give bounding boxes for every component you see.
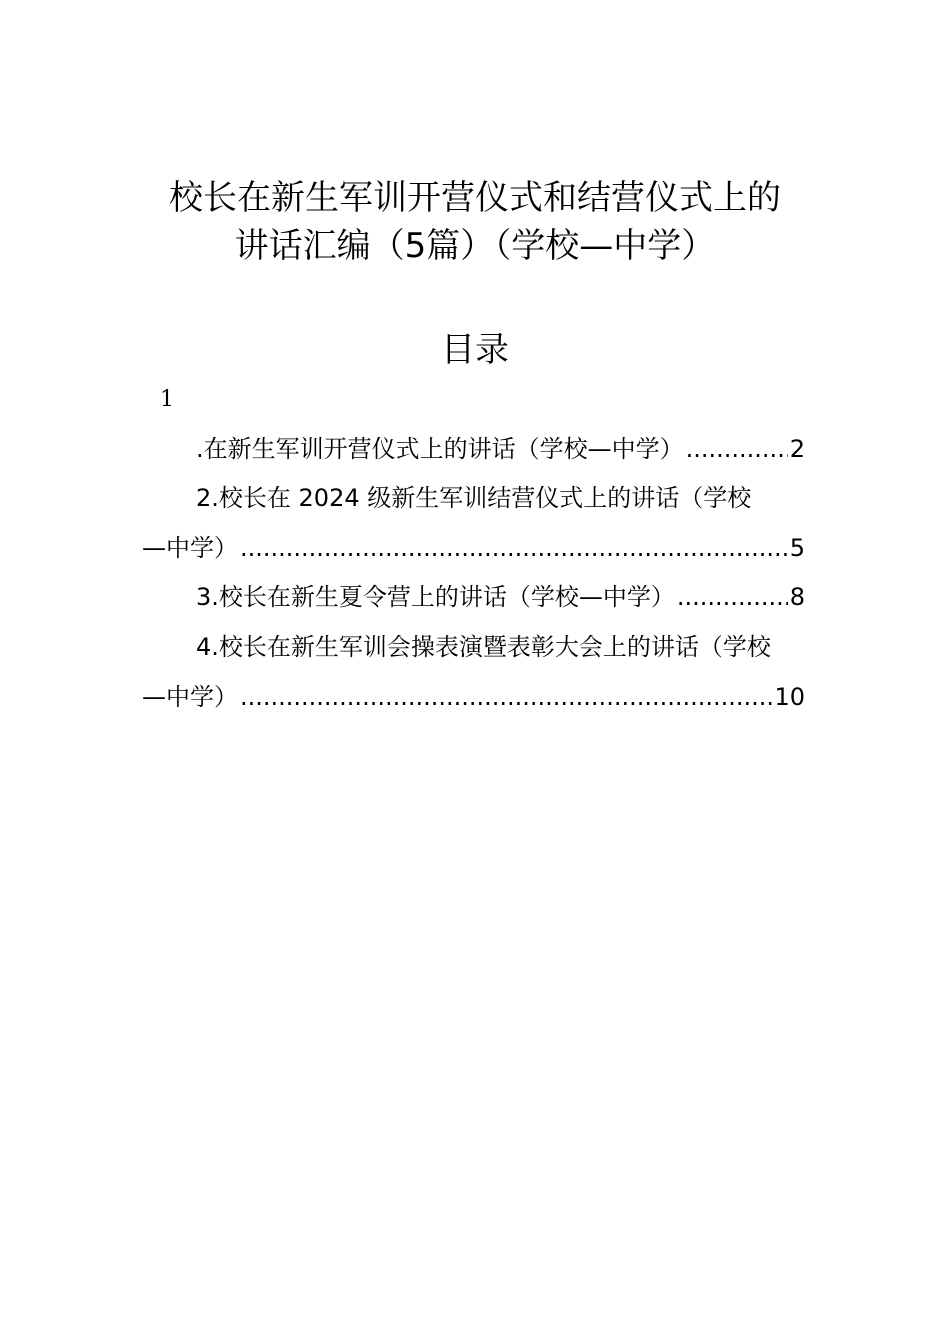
toc-entry-1[interactable] <box>196 434 805 464</box>
toc-page-number: 10 <box>774 683 805 711</box>
toc-entry-4-continuation[interactable] <box>142 682 805 712</box>
toc-entry-2[interactable] <box>196 483 805 513</box>
toc-entry-text: .在新生军训开营仪式上的讲话（学校—中学） <box>196 435 684 463</box>
toc-entry-2-continuation[interactable] <box>142 533 805 563</box>
stray-number: 1 <box>160 387 174 412</box>
toc-leader-dots <box>240 533 788 563</box>
toc-leader-dots <box>686 434 788 464</box>
title-line-1: 校长在新生军训开营仪式和结营仪式上的 <box>169 178 781 218</box>
document-title <box>140 174 810 270</box>
toc-entry-text-continued: —中学） <box>142 534 238 562</box>
toc-leader-dots <box>240 682 772 712</box>
toc-page-number: 5 <box>789 534 805 562</box>
toc-page-number: 2 <box>789 435 805 463</box>
toc-entry-4[interactable] <box>196 632 805 662</box>
toc-leader-dots <box>677 582 788 612</box>
title-line-2: 讲话汇编（5篇）（学校—中学） <box>234 226 716 266</box>
toc-heading: 目录 <box>441 330 509 370</box>
toc-entry-text-continued: —中学） <box>142 683 238 711</box>
toc-entry-3[interactable] <box>196 582 805 612</box>
toc-entry-text: 3.校长在新生夏令营上的讲话（学校—中学） <box>196 583 675 611</box>
toc-entry-text: 2.校长在 2024 级新生军训结营仪式上的讲话（学校 <box>196 484 752 512</box>
toc-page-number: 8 <box>789 583 805 611</box>
toc-entry-text: 4.校长在新生军训会操表演暨表彰大会上的讲话（学校 <box>196 633 771 661</box>
